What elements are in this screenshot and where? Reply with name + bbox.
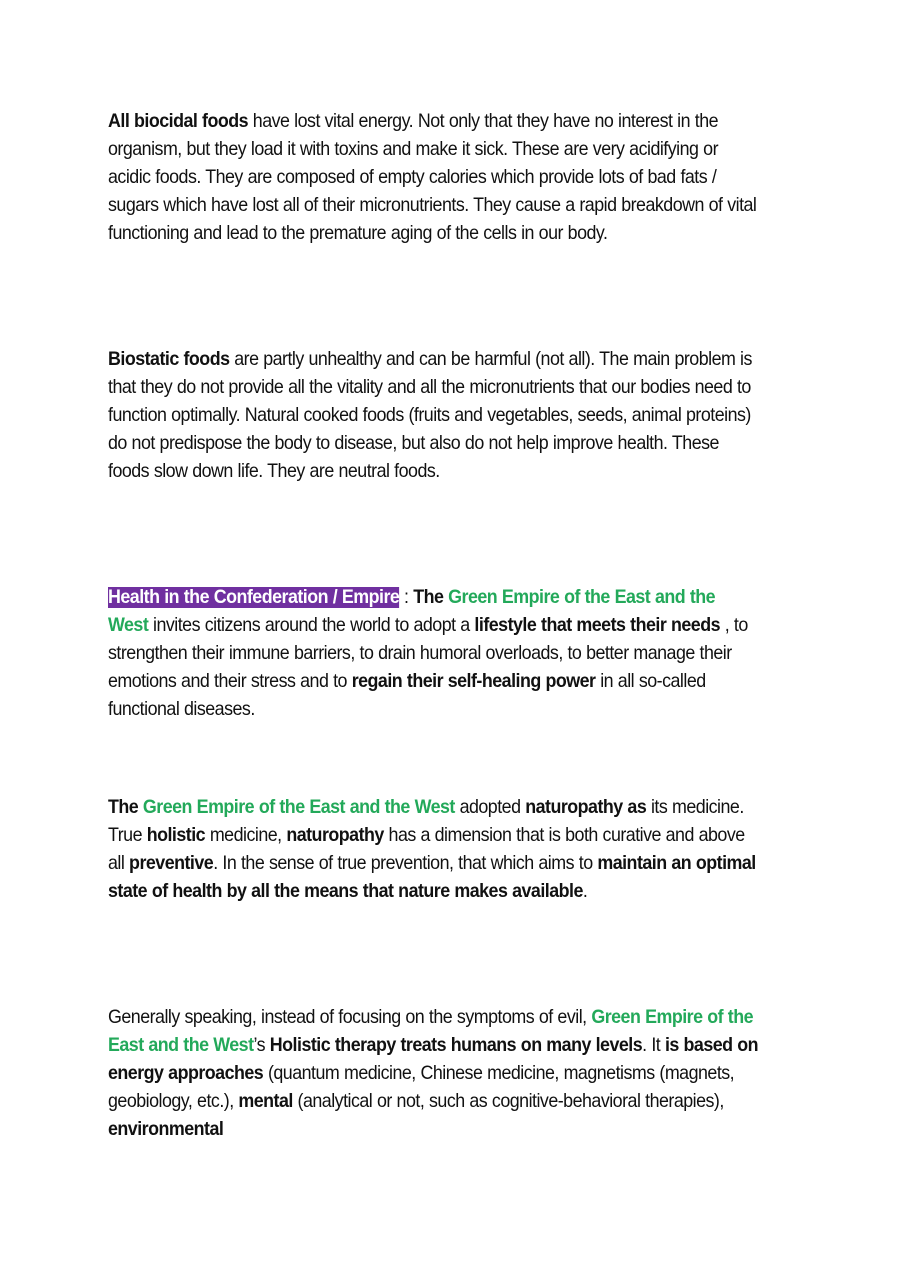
bold-text: holistic [146, 825, 206, 846]
paragraph-health-confederation [108, 584, 759, 724]
paragraph-text: its medicine. True [108, 797, 744, 846]
paragraph-text: in all so-called functional diseases. [108, 671, 706, 720]
bold-text: regain their self-healing power [351, 671, 596, 692]
paragraph-text: adopted [454, 797, 526, 818]
paragraph-text: (analytical or not, such as cognitive-behavioral therapies), [292, 1091, 724, 1112]
paragraph-biocidal-foods [108, 108, 759, 248]
bold-text: The [108, 797, 139, 818]
paragraph-text: invites citizens around the world to adopt a [148, 615, 475, 636]
paragraph-text: . In the sense of true prevention, that which aims to [213, 853, 598, 874]
bold-text: maintain an optimal state of health by all the means that nature makes available [108, 853, 756, 902]
bold-text: Holistic therapy treats humans on many levels [269, 1035, 643, 1056]
bold-text: is based on energy approaches [108, 1035, 759, 1084]
bold-text: naturopathy [286, 825, 384, 846]
paragraph-text: . [582, 881, 588, 902]
paragraph-holistic-therapy [108, 1004, 759, 1144]
paragraph-text: Generally speaking, instead of focusing on the symptoms of evil, [108, 1007, 592, 1028]
bold-text: preventive [129, 853, 214, 874]
bold-text: environmental [108, 1119, 224, 1140]
paragraph-text: have lost vital energy. Not only that they have no interest in the organism, but they load it with toxins and make it sick. These are very acidifying or acidic foods. They are composed of empty calories which provide lots of bad fats / sugars which have lost all of their micronutrients. They cause a rapid breakdown of vital functioning and lead to the premature aging of the cells in our body. [108, 111, 757, 244]
bold-text: lifestyle that meets their needs [474, 615, 721, 636]
term-biostatic-foods: Biostatic foods [108, 349, 230, 370]
empire-name: Green Empire of the East and the West [108, 1007, 754, 1056]
paragraph-text: medicine, [205, 825, 287, 846]
empire-name: Green Empire of the East and the West [142, 797, 455, 818]
paragraph-biostatic-foods [108, 346, 759, 486]
paragraph-text: are partly unhealthy and can be harmful (not all). The main problem is that they do not provide all the vitality and all the micronutrients that our bodies need to function optimally. Natural cooked foods (fruits and vegetables, seeds, animal proteins) do not predispose the body to disease, but also do not help improve health. These foods slow down life. They are neutral foods. [108, 349, 752, 482]
paragraph-text: : [399, 587, 414, 608]
paragraph-text: (quantum medicine, Chinese medicine, magnetisms (magnets, geobiology, etc.), [108, 1063, 735, 1112]
paragraph-text: . It [642, 1035, 665, 1056]
section-heading-highlight: Health in the Confederation / Empire [108, 587, 400, 608]
bold-text: naturopathy as [525, 797, 647, 818]
paragraph-text: has a dimension that is both curative and above all [108, 825, 745, 874]
bold-text: mental [238, 1091, 293, 1112]
empire-name: Green Empire of the East and the West [108, 587, 716, 636]
paragraph-text: ’s [253, 1035, 270, 1056]
paragraph-text: , to strengthen their immune barriers, to drain humoral overloads, to better manage their emotions and their stress and to [108, 615, 748, 692]
term-biocidal-foods: All biocidal foods [108, 111, 249, 132]
bold-text: The [413, 587, 444, 608]
paragraph-naturopathy [108, 794, 759, 906]
